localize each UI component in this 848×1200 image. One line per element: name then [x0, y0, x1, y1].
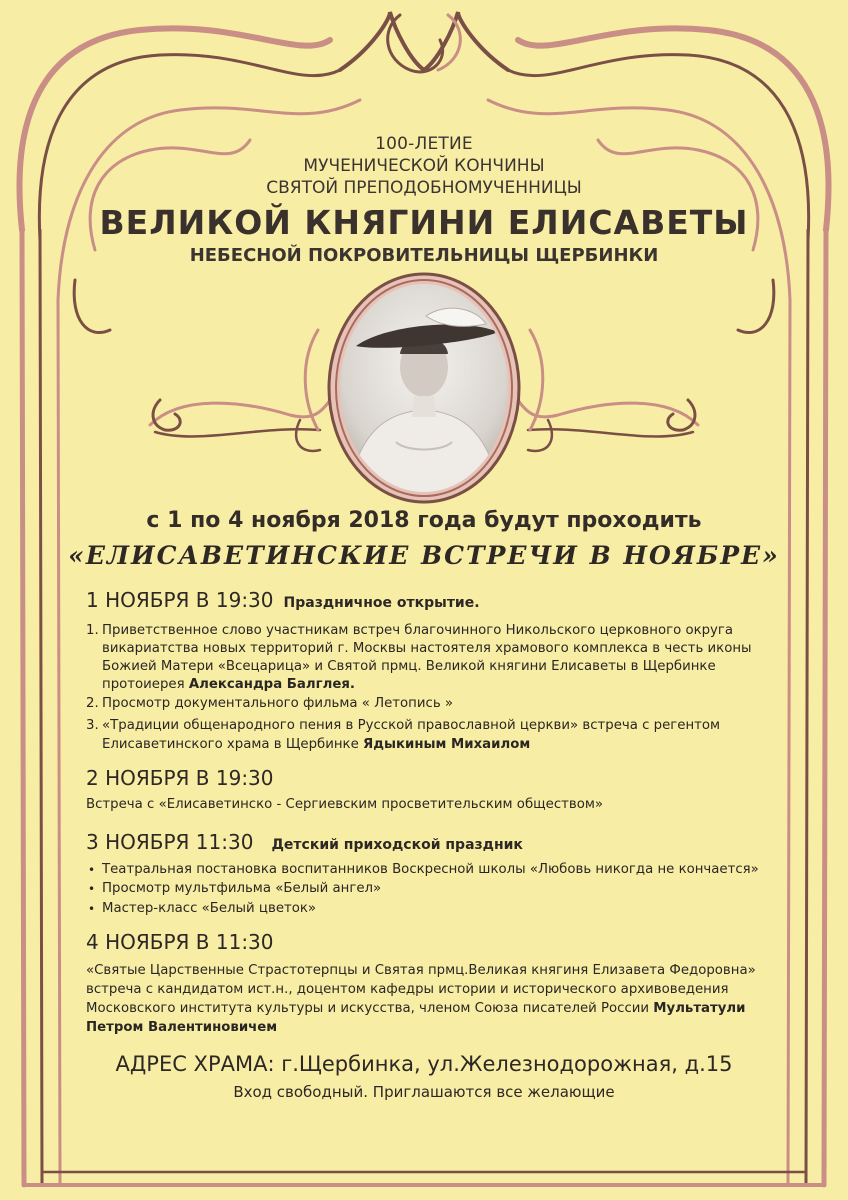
header-line-anniversary: 100-ЛЕТИЕ [375, 134, 473, 154]
day4-speaker-name: Петром Валентиновичем [86, 1020, 278, 1035]
day4-speaker-surname: Мультатули [653, 1001, 746, 1016]
header-subtitle: НЕБЕСНОЙ ПОКРОВИТЕЛЬНИЦЫ ЩЕРБИНКИ [189, 245, 659, 266]
day4-line1: «Святые Царственные Страстотерпцы и Святая прмц.Великая княгиня Елизавета Федоровна» [86, 963, 756, 978]
day1-date: 1 НОЯБРЯ В 19:30 [86, 588, 274, 612]
day1-item1-name: Александра Балглея. [188, 677, 355, 692]
day1-item1-line3: Божией Матери «Всецарица» и Святой прмц. Великой княгини Елисаветы в Щербинке [102, 659, 716, 674]
day1-subtitle: Праздничное открытие. [283, 595, 480, 611]
day1-item1-line1: Приветственное слово участникам встреч благочинного Никольского церковного округа [102, 623, 734, 638]
day4-line3 [86, 1000, 745, 1019]
day2-date: 2 НОЯБРЯ В 19:30 [86, 766, 274, 790]
list-number: 3. [86, 718, 99, 733]
bullet-icon: • [88, 863, 96, 877]
day4-date: 4 НОЯБРЯ В 11:30 [86, 930, 274, 954]
list-number: 1. [86, 623, 99, 638]
day4-line2: встреча с кандидатом ист.н., доцентом кафедры истории и исторического архивоведения [86, 982, 729, 997]
day1-item3-line2 [102, 736, 530, 755]
bullet-icon: • [88, 902, 96, 916]
day1-item3-name: Ядыкиным Михаилом [363, 737, 531, 752]
day2-text: Встреча с «Елисаветинско - Сергиевским просветительским обществом» [86, 797, 604, 812]
event-title: «ЕЛИСАВЕТИНСКИЕ ВСТРЕЧИ В НОЯБРЕ» [68, 541, 780, 570]
day1-item1-line2: викариатства новых территорий г. Москвы настоятеля храмового комплекса в честь иконы [102, 641, 752, 656]
event-dates: с 1 по 4 ноября 2018 года будут проходить [146, 508, 702, 533]
header-line-martyrdom: МУЧЕНИЧЕСКОЙ КОНЧИНЫ [303, 156, 545, 176]
day2-heading [86, 766, 274, 790]
page-title: ВЕЛИКОЙ КНЯГИНИ ЕЛИСАВЕТЫ [99, 203, 749, 242]
day3-subtitle: Детский приходской праздник [271, 837, 523, 853]
day3-heading [86, 830, 523, 854]
church-address: АДРЕС ХРАМА: г.Щербинка, ул.Железнодорожная, д.15 [115, 1052, 733, 1076]
admission-note: Вход свободный. Приглашаются все желающие [233, 1083, 615, 1101]
day1-item3-prefix: Елисаветинского храма в Щербинке [102, 737, 363, 752]
day4-line3-text: Московского института культуры и искусства, членом Союза писателей России [86, 1001, 654, 1016]
list-number: 2. [86, 696, 99, 711]
day3-bullet3: Мастер-класс «Белый цветок» [102, 901, 317, 916]
day1-item2: Просмотр документального фильма « Летопись » [102, 696, 454, 711]
day3-bullet1: Театральная постановка воспитанников Воскресной школы «Любовь никогда не кончается» [102, 862, 759, 877]
bullet-icon: • [88, 882, 96, 896]
portrait-medallion [326, 272, 522, 504]
day3-bullet2: Просмотр мультфильма «Белый ангел» [102, 881, 382, 896]
day1-heading [86, 588, 480, 612]
day3-date: 3 НОЯБРЯ 11:30 [86, 830, 254, 854]
day4-heading [86, 930, 274, 954]
day1-item3-line1: «Традиции общенародного пения в Русской православной церкви» встреча с регентом [102, 718, 721, 733]
header-line-saint: СВЯТОЙ ПРЕПОДОБНОМУЧЕННИЦЫ [266, 178, 582, 198]
day1-item1-line4 [102, 676, 355, 695]
day1-item1-prefix: протоиерея [102, 677, 189, 692]
